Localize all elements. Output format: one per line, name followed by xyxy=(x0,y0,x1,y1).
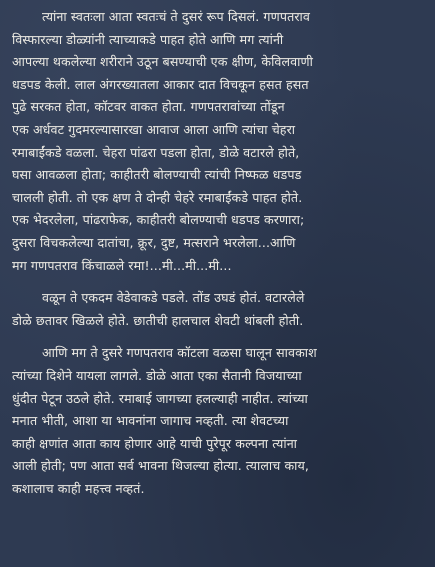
text-line: विस्फारल्या डोळ्यांनी त्याच्याकडे पाहत होते आणि मग त्यांनी xyxy=(12,31,284,47)
paragraph-3 xyxy=(12,342,421,500)
text-line: मग गणपतराव किंचाळले रमा!...मी...मी...मी... xyxy=(12,257,232,273)
text-line: दुसरा विचकलेल्या दातांचा, क्रूर, दुष्ट, मत्सराने भरलेला...आणि xyxy=(12,234,296,250)
text-line: रमाबाईंकडे वळला. चेहरा पांढरा पडला होता, डोळे वटारले होते, xyxy=(12,144,300,160)
text-line: आली होती; पण आता सर्व भावना थिजल्या होत्या. त्यालाच काय, xyxy=(12,458,309,474)
text-line: कशालाच काही महत्त्व नव्हतं. xyxy=(12,480,145,496)
paragraph-2 xyxy=(12,287,421,332)
text-line: धुंदीत पेटून उठले होते. रमाबाई जागच्या हलल्याही नाहीत. त्यांच्या xyxy=(12,390,308,406)
paragraph-gap xyxy=(12,332,421,342)
text-line: घसा आवळला होता; काहीतरी बोलण्याची त्यांची निष्फळ धडपड xyxy=(12,167,302,183)
text-line: डोळे छतावर खिळले होते. छातीची हालचाल शेवटी थांबली होती. xyxy=(12,312,304,328)
text-line: आणि मग ते दुसरे गणपतराव कॉटला वळसा घालून सावकाश xyxy=(42,345,317,361)
text-line: आपल्या थकलेल्या शरीराने उठून बसण्याची एक क्षीण, केविलवाणी xyxy=(12,54,313,70)
text-line: मनात भीती, आशा या भावनांना जागाच नव्हती. त्या शेवटच्या xyxy=(12,413,289,429)
text-line: धडपड केली. लाल अंगरख्यातला आकार दात विचकून हसत हसत xyxy=(12,76,309,92)
text-line: एक अर्धवट गुदमरल्यासारखा आवाज आला आणि त्यांचा चेहरा xyxy=(12,121,296,137)
paragraph-gap xyxy=(12,277,421,287)
text-line: चालली होती. तो एक क्षण ते दोन्ही चेहरे रमाबाईंकडे पाहत होते. xyxy=(12,189,303,205)
text-line: त्यांच्या दिशेने यायला लागले. डोळे आता एका सैतानी विजयाच्या xyxy=(12,367,302,383)
text-line: काही क्षणांत आता काय होणार आहे याची पुरेपूर कल्पना त्यांना xyxy=(12,435,298,451)
paragraph-1 xyxy=(12,6,421,277)
text-line: एक भेदरलेला, पांढराफेक, काहीतरी बोलण्याची धडपड करणारा; xyxy=(12,212,305,228)
text-line: पुढे सरकत होता, कॉटवर वाकत होता. गणपतरावांच्या तोंडून xyxy=(12,99,285,115)
text-line: त्यांना स्वतःला आता स्वतःचं ते दुसरं रूप दिसलं. गणपतराव xyxy=(42,9,310,24)
text-line: वळून ते एकदम वेडेवाकडे पडले. तोंड उघडं होतं. वटारलेले xyxy=(42,290,305,306)
